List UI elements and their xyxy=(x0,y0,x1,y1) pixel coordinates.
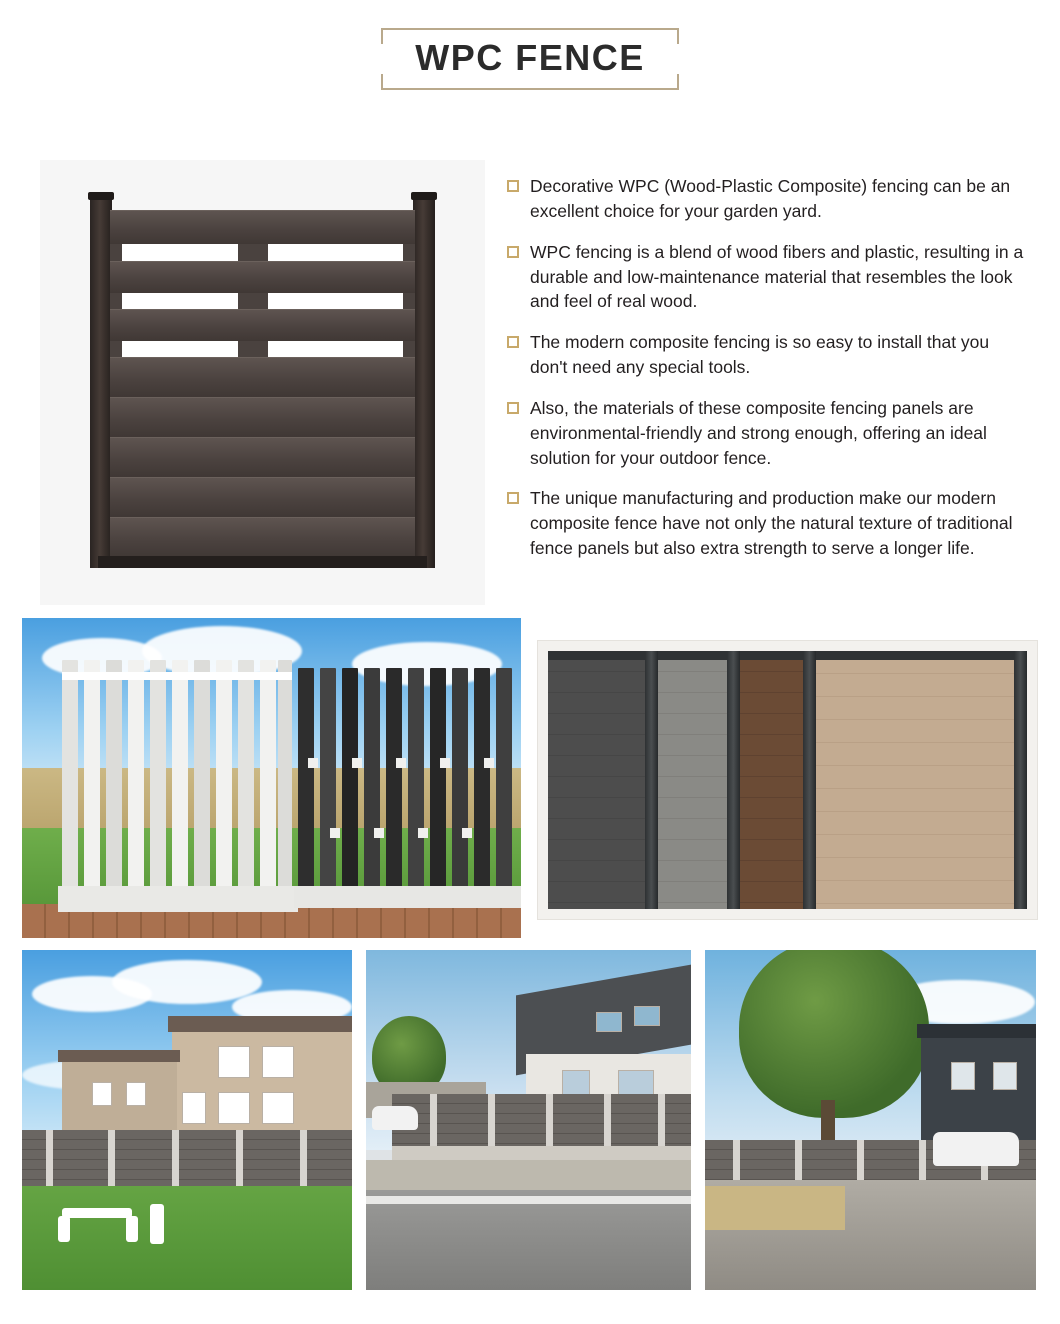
swatch-cap xyxy=(548,651,658,660)
swatch-cap xyxy=(816,651,1027,660)
list-item-text: WPC fencing is a blend of wood fibers and plastic, resulting in a durable and low-maintenance material that resembles the look and feel of real wood. xyxy=(530,241,1024,312)
fence-slat xyxy=(110,437,415,479)
square-bullet-icon xyxy=(507,246,519,258)
fence-panel-illustration xyxy=(90,196,435,568)
fence-post-cap-left xyxy=(88,192,114,200)
house-row-roof xyxy=(58,1050,180,1062)
fence-post-left xyxy=(90,196,112,568)
fence-slat xyxy=(110,357,415,399)
house-building xyxy=(921,1034,1036,1144)
fence-panel-body xyxy=(110,210,415,558)
swatch-light-grey xyxy=(658,651,739,909)
fence-slat xyxy=(110,397,415,439)
patio-table xyxy=(62,1208,132,1218)
fence-base-white xyxy=(58,886,298,912)
fence-base-black xyxy=(294,886,521,908)
square-bullet-icon xyxy=(507,336,519,348)
swatch-post xyxy=(645,651,658,909)
swatch-teak xyxy=(816,651,1027,909)
list-item xyxy=(507,396,1030,471)
title-corner-bottom-left xyxy=(381,74,383,90)
fence-base-rail xyxy=(98,556,427,568)
title-corner-bottom-right xyxy=(677,74,679,90)
list-item-text: Decorative WPC (Wood-Plastic Composite) fencing can be an excellent choice for your garden yard. xyxy=(530,176,1011,221)
hero-product-image xyxy=(40,160,485,605)
photo-roadside-fence xyxy=(366,950,691,1290)
fence-section-black xyxy=(298,668,518,900)
title-box xyxy=(381,28,679,90)
patio-chair xyxy=(126,1216,138,1242)
fence-gap-row xyxy=(110,293,415,309)
swatch-row xyxy=(548,651,1027,909)
house-roof xyxy=(917,1024,1036,1038)
square-bullet-icon xyxy=(507,402,519,414)
feature-list xyxy=(507,160,1030,577)
list-item xyxy=(507,240,1030,315)
fence-slat xyxy=(110,309,415,343)
tree-foliage xyxy=(739,950,929,1118)
swatch-dark-grey xyxy=(548,651,658,909)
patio-chair xyxy=(150,1204,164,1244)
list-item xyxy=(507,486,1030,561)
dry-grass-verge xyxy=(705,1186,845,1230)
house-row xyxy=(62,1058,177,1138)
road-marking xyxy=(366,1196,691,1204)
square-bullet-icon xyxy=(507,180,519,192)
list-item xyxy=(507,330,1030,380)
list-item-text: Also, the materials of these composite fencing panels are environmental-friendly and strong enough, offering an ideal solution for your outdoor fence. xyxy=(530,397,987,468)
title-banner xyxy=(0,28,1060,90)
list-item xyxy=(507,174,1030,224)
intro-section xyxy=(40,160,1030,605)
fence-panel-row xyxy=(22,1130,352,1186)
page-title: WPC FENCE xyxy=(415,37,645,78)
swatch-brown xyxy=(740,651,817,909)
fence-section-white xyxy=(62,660,292,900)
fence-post-right xyxy=(413,196,435,568)
list-item-text: The modern composite fencing is so easy to install that you don't need any special tools. xyxy=(530,332,990,378)
parked-car xyxy=(933,1132,1019,1166)
square-bullet-icon xyxy=(507,492,519,504)
fence-gap-row xyxy=(110,341,415,357)
parked-van xyxy=(372,1106,418,1130)
swatch-post xyxy=(803,651,816,909)
swatch-post xyxy=(727,651,740,909)
fence-slat xyxy=(110,210,415,246)
fence-slat xyxy=(110,517,415,558)
gallery-row-two xyxy=(22,618,1038,938)
fence-panel-row xyxy=(392,1094,691,1154)
road-surface xyxy=(366,1190,691,1290)
photo-garden-fence-with-houses xyxy=(22,950,352,1290)
patio-chair xyxy=(58,1216,70,1242)
photo-two-tone-picket-fence xyxy=(22,618,521,938)
photo-color-swatch-panels xyxy=(537,640,1038,920)
fence-slat xyxy=(110,261,415,295)
photo-driveway-fence-with-tree xyxy=(705,950,1036,1290)
fence-slat xyxy=(110,477,415,519)
fence-gap-row xyxy=(110,244,415,261)
list-item-text: The unique manufacturing and production make our modern composite fence have not only the natural texture of traditional fence panels but also extra strength to serve a longer life. xyxy=(530,488,1013,559)
fence-post-cap-right xyxy=(411,192,437,200)
swatch-post xyxy=(1014,651,1027,909)
house-roof xyxy=(168,1016,352,1032)
gallery-row-three xyxy=(22,950,1038,1302)
